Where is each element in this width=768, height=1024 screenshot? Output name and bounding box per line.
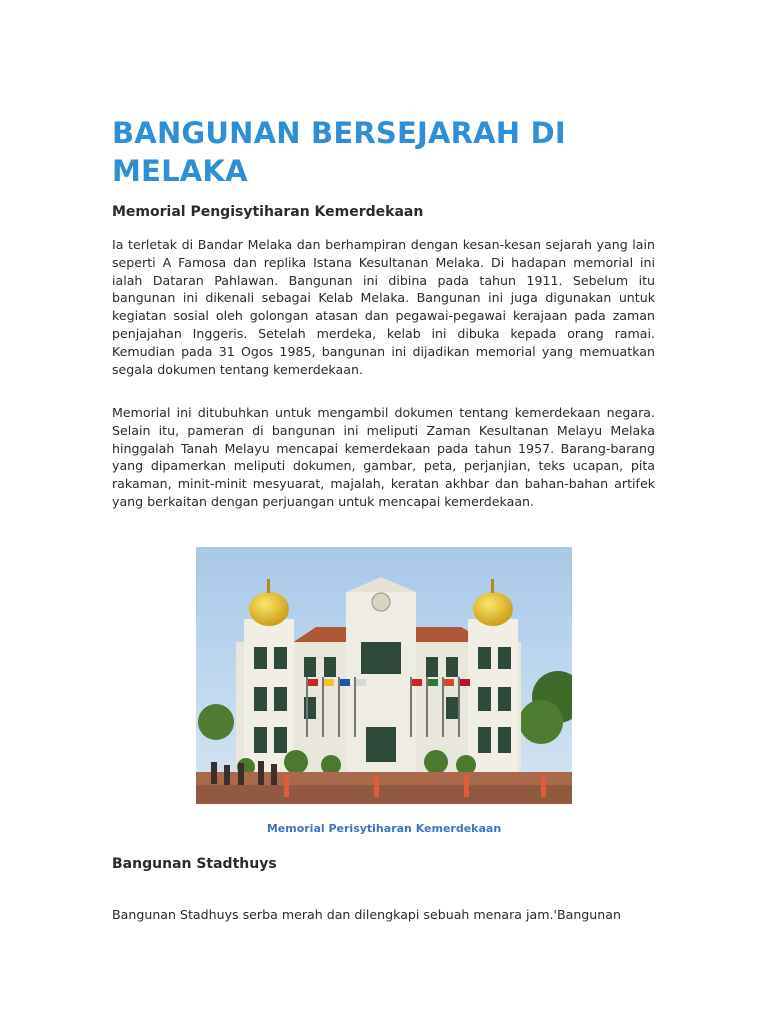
- memorial-paragraph-2: Memorial ini ditubuhkan untuk mengambil dokumen tentang kemerdekaan negara. Selain itu, pameran di bangunan ini meliputi Zaman Kesultanan Melayu Melaka hinggalah Tanah Melayu mencapai kemerdekaan pada tahun 1957. Barang-barang yang dipamerkan meliputi dokumen, gambar, peta, perjanjian, teks ucapan, pita rakaman, minit-minit mesyuarat, majalah, keratan akhbar dan bahan-bahan artifek yang berkaitan dengan perjuangan untuk mencapai kemerdekaan.: [112, 405, 655, 509]
- page-title: BANGUNAN BERSEJARAH DI MELAKA: [112, 116, 566, 188]
- section-heading-memorial: Memorial Pengisytiharan Kemerdekaan: [112, 204, 424, 220]
- image-caption: Memorial Perisytiharan Kemerdekaan: [266, 822, 502, 835]
- memorial-paragraph-1: Ia terletak di Bandar Melaka dan berhampiran dengan kesan-kesan sejarah yang lain seperti A Famosa dan replika Istana Kesultanan Melaka. Di hadapan memorial ini ialah Dataran Pahlawan. Bangunan ini dibina pada tahun 1911. Sebelum itu bangunan ini dikenali sebagai Kelab Melaka. Bangunan ini juga digunakan untuk kegiatan sosial oleh golongan atasan dan pegawai-pegawai kerajaan pada zaman penjajahan Inggeris. Setelah merdeka, kelab ini dibuka kepada orang ramai. Kemudian pada 31 Ogos 1985, bangunan ini dijadikan memorial yang memuatkan segala dokumen tentang kemerdekaan.: [112, 237, 655, 377]
- section-heading-stadthuys: Bangunan Stadthuys: [112, 856, 277, 872]
- memorial-building-photo: [196, 547, 572, 804]
- stadthuys-paragraph-1: Bangunan Stadhuys serba merah dan dilengkapi sebuah menara jam.'Bangunan: [112, 907, 621, 922]
